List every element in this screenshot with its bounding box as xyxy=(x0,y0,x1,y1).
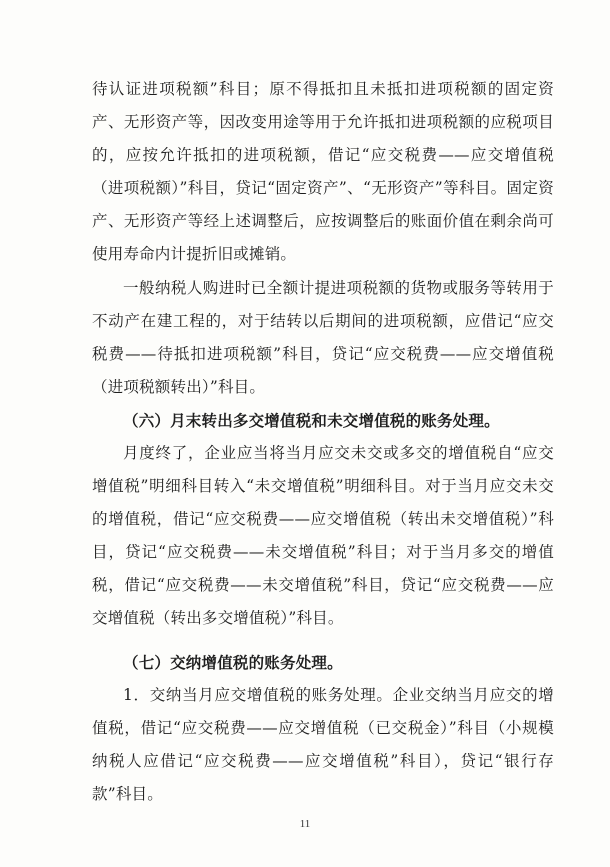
paragraph-construction-transfer: 一般纳税人购进时已全额计提进项税额的货物或服务等转用于不动产在建工程的，对于结转以后期间的进项税额，应借记“应交税费——待抵扣进项税额”科目，贷记“应交税费——应交增值税（进项税额转出）”科目。 xyxy=(92,279,554,396)
section-heading-7: （七）交纳增值税的账务处理。 xyxy=(123,653,343,672)
paragraph-month-end-transfer: 月度终了，企业应当将当月应交未交或多交的增值税自“应交增值税”明细科目转入“未交增值税”明细科目。对于当月应交未交的增值税，借记“应交税费——应交增值税（转出未交增值税）”科目，贷记“应交税费——未交增值税”科目；对于当月多交的增值税，借记“应交税费——未交增值税”科目，贷记“应交税费——应交增值税（转出多交增值税）”科目。 xyxy=(92,444,554,627)
paragraph-fixed-asset-adjustment: 待认证进项税额”科目；原不得抵扣且未抵扣进项税额的固定资产、无形资产等，因改变用途等用于允许抵扣进项税额的应税项目的，应按允许抵扣的进项税额，借记“应交税费——应交增值税（进项税额）”科目，贷记“固定资产”、“无形资产”等科目。固定资产、无形资产等经上述调整后，应按调整后的账面价值在剩余尚可使用寿命内计提折旧或摊销。 xyxy=(92,80,554,263)
section-heading-6: （六）月末转出多交增值税和未交增值税的账务处理。 xyxy=(123,411,500,430)
paragraph-vat-payment: 1．交纳当月应交增值税的账务处理。企业交纳当月应交的增值税，借记“应交税费——应交增值税（已交税金）”科目（小规模纳税人应借记“应交税费——应交增值税”科目），贷记“银行存款”科目。 xyxy=(92,686,554,803)
page-number: 11 xyxy=(299,818,311,830)
